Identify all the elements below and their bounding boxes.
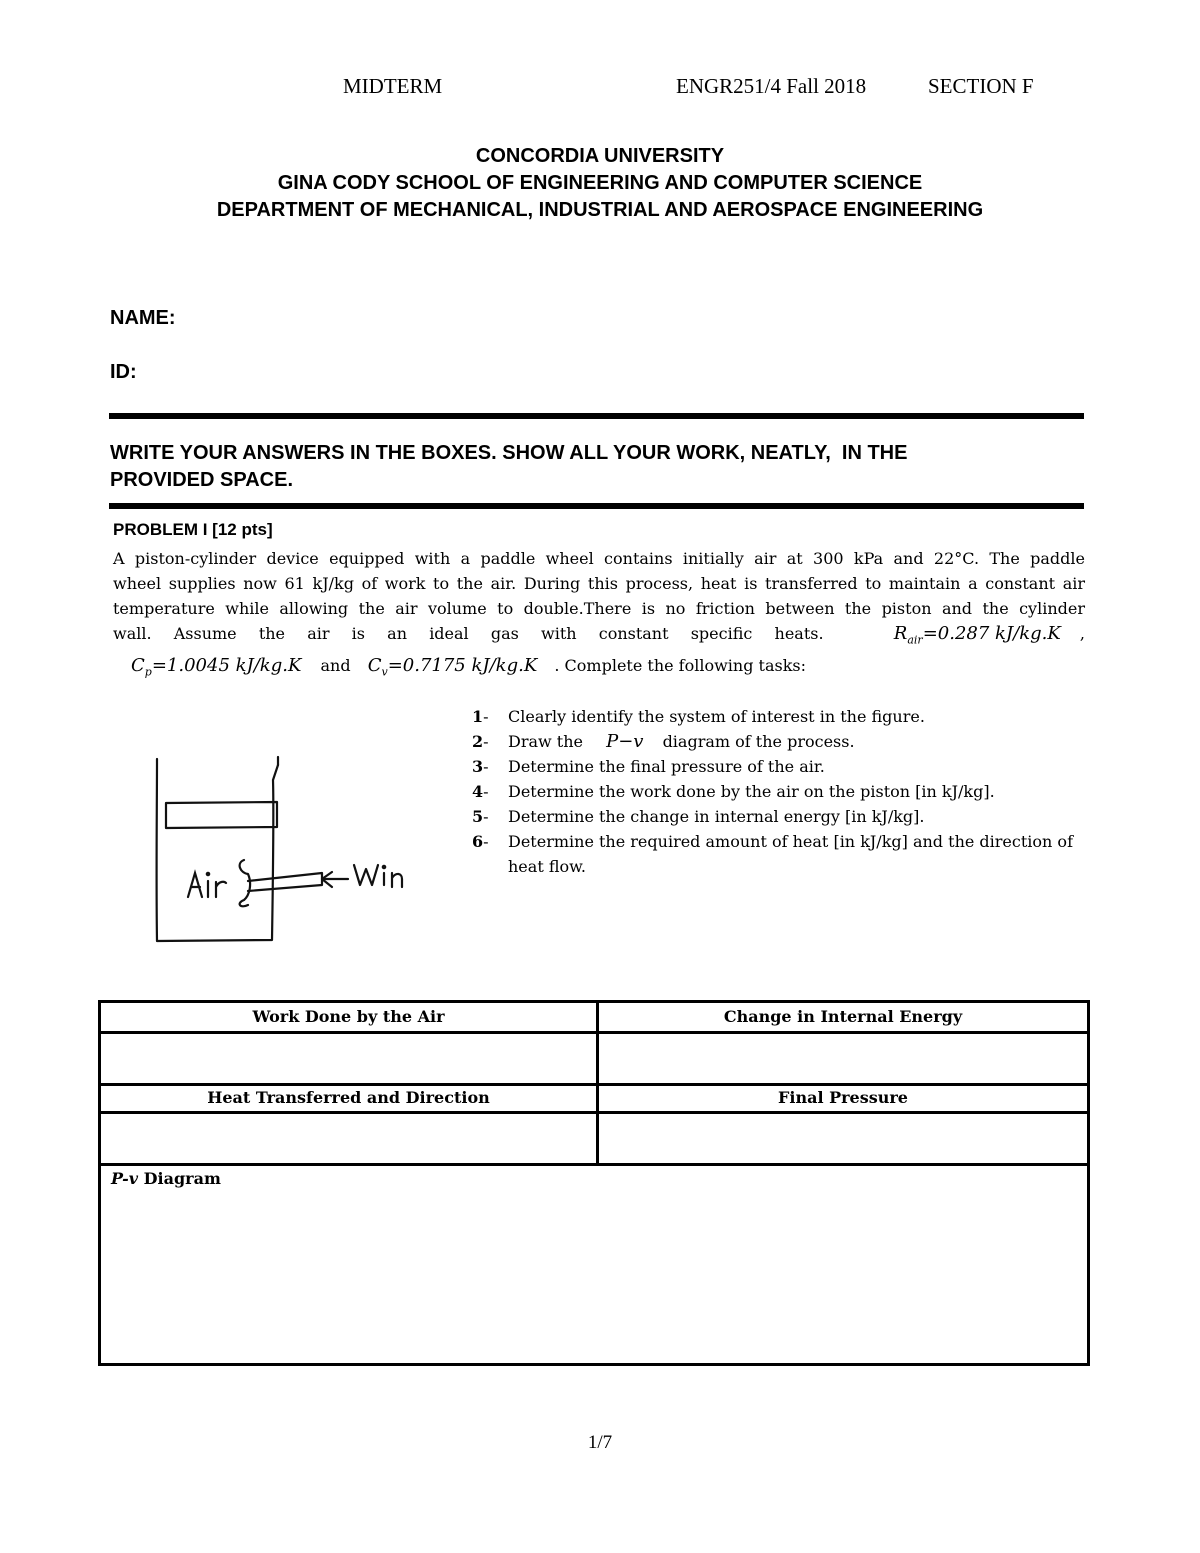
problem-line-1: A piston-cylinder device equipped with a paddle wheel contains initially air at 300 kPa and 22°C. The paddle [113, 549, 1085, 568]
section-label: SECTION F [928, 74, 1034, 98]
air-glyph [188, 873, 226, 897]
shaft [248, 873, 322, 891]
course-code: ENGR251/4 Fall 2018 [676, 74, 867, 98]
air-label: Air [140, 745, 142, 746]
exam-type: MIDTERM [343, 74, 443, 98]
name-label: NAME: [110, 307, 176, 329]
page-number: 1/7 [587, 1432, 613, 1453]
piston-cylinder-figure [140, 745, 420, 950]
instructions-line-2: PROVIDED SPACE. [110, 469, 293, 491]
internal-energy-header: Change in Internal Energy [723, 1007, 963, 1026]
problem-line-3: temperature while allowing the air volume to double.There is no friction between the piston and the cylinder [113, 599, 1085, 618]
problem-line-5: $C_p=1.0045$ kJ/kg.K and $C_v=0.7175$ kJ/kg.K . Complete the following tasks: [131, 654, 807, 679]
internal-energy-answer-box[interactable] [599, 1034, 1087, 1083]
table-rule [101, 1163, 1087, 1166]
problem-title: PROBLEM I [12 pts] [113, 520, 273, 539]
task-item: 1- Clearly identify the system of interest in the figure. [472, 707, 925, 726]
school-name: GINA CODY SCHOOL OF ENGINEERING AND COMPUTER SCIENCE [277, 172, 923, 194]
paddle-wheel [240, 860, 250, 906]
pressure-header: Final Pressure [778, 1088, 908, 1107]
problem-line-4: wall. Assume the air is an ideal gas with constant specific heats. $R_{air}=0.287$ kJ/kg.K , [113, 621, 1085, 653]
piston [166, 802, 277, 828]
divider-top [109, 413, 1084, 419]
r-air-expression: $R_{air}=0.287$ kJ/kg.K , [893, 623, 1085, 647]
problem-line-2: wheel supplies now 61 kJ/kg of work to the air. During this process, heat is transferred to maintain a constant air [113, 574, 1085, 593]
task-item: 2- Draw the P−v diagram of the process. [472, 731, 855, 752]
problem-statement [113, 546, 1085, 684]
pressure-answer-box[interactable] [599, 1114, 1087, 1163]
task-item: 6- Determine the required amount of heat [in kJ/kg] and the direction of heat flow. [472, 832, 1073, 876]
task-item: 3- Determine the final pressure of the air. [472, 757, 825, 776]
divider-bottom [109, 503, 1084, 509]
cylinder-outline [157, 759, 278, 941]
institution-block [100, 143, 1100, 224]
task-list [472, 704, 1092, 879]
pv-diagram-label: P-v Diagram [111, 1169, 221, 1188]
heat-header: Heat Transferred and Direction [207, 1088, 490, 1107]
answer-table [98, 1000, 1090, 1366]
department-name: DEPARTMENT OF MECHANICAL, INDUSTRIAL AND AEROSPACE ENGINEERING [216, 199, 984, 221]
w-in-glyph [354, 865, 378, 885]
university-name: CONCORDIA UNIVERSITY [475, 145, 725, 167]
work-answer-box[interactable] [101, 1034, 596, 1083]
work-header: Work Done by the Air [252, 1007, 445, 1026]
task-item: 4- Determine the work done by the air on the piston [in kJ/kg]. [472, 782, 995, 801]
instructions-line-1: WRITE YOUR ANSWERS IN THE BOXES. SHOW ALL YOUR WORK, NEATLY, IN THE [110, 442, 908, 464]
heat-answer-box[interactable] [101, 1114, 596, 1163]
pv-diagram-answer-box[interactable] [101, 1193, 1087, 1363]
id-label: ID: [110, 361, 137, 383]
instructions [110, 440, 1085, 494]
task-item: 5- Determine the change in internal energy [in kJ/kg]. [472, 807, 925, 826]
